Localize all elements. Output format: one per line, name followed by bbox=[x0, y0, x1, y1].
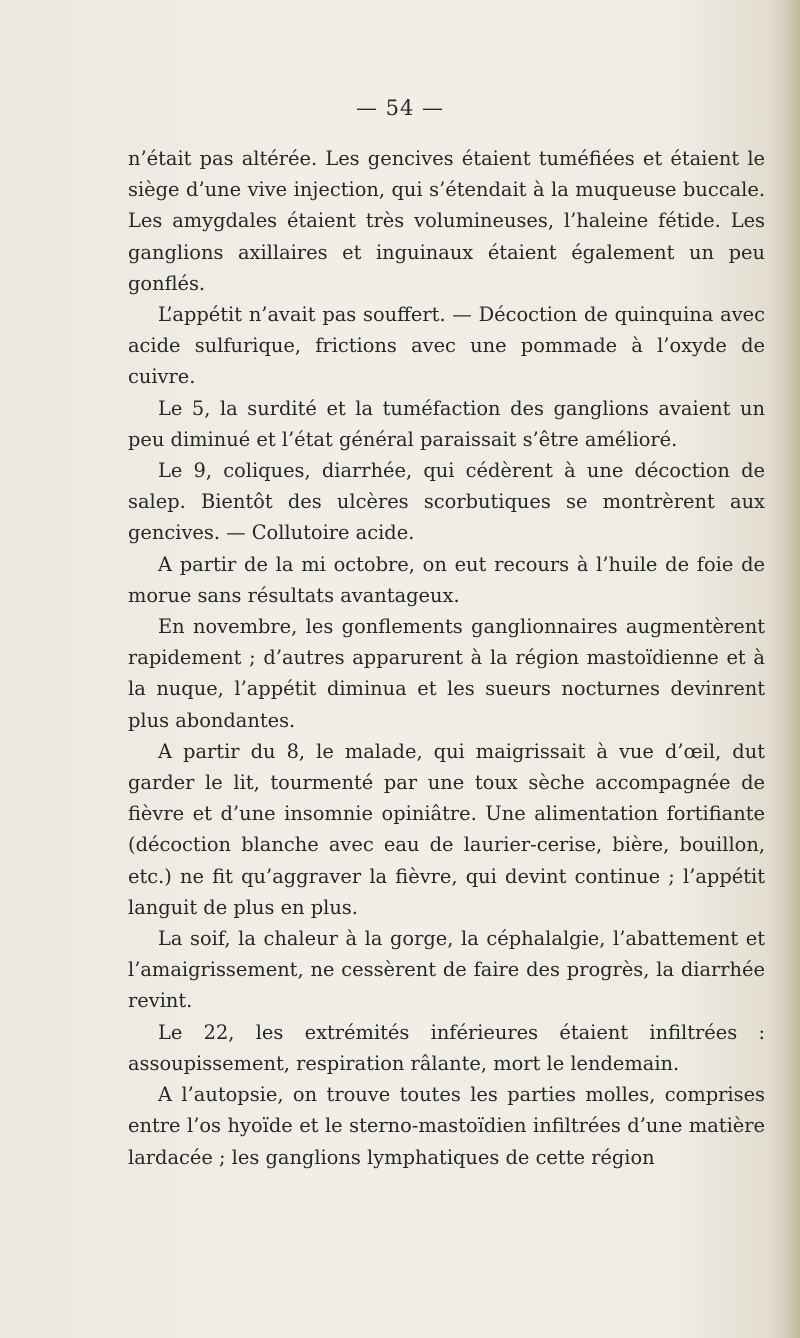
paragraph-6: En novembre, les gonflements ganglionnaires augmentèrent rapidement ; d’autres apparurent à la région mastoïdienne et à la nuque, l’appétit diminua et les sueurs nocturnes devinrent plus abondantes. bbox=[128, 615, 765, 732]
paragraph-9: Le 22, les extrémités inférieures étaient infiltrées : assoupissement, respiration râlante, mort le lendemain. bbox=[128, 1020, 765, 1075]
paragraph-2: L’appétit n’avait pas souffert. — Décoction de quinquina avec acide sulfurique, frictions avec une pommade à l’oxyde de cuivre. bbox=[128, 303, 765, 389]
body-text bbox=[128, 143, 765, 1173]
page-number: — 54 — bbox=[355, 96, 445, 120]
paragraph-8: La soif, la chaleur à la gorge, la céphalalgie, l’abattement et l’amaigrissement, ne cessèrent de faire des progrès, la diarrhée revint. bbox=[128, 927, 765, 1013]
paragraph-3: Le 5, la surdité et la tuméfaction des ganglions avaient un peu diminué et l’état général paraissait s’être amélioré. bbox=[128, 396, 765, 451]
paragraph-4: Le 9, coliques, diarrhée, qui cédèrent à une décoction de salep. Bientôt des ulcères scorbutiques se montrèrent aux gencives. — Collutoire acide. bbox=[128, 459, 765, 545]
paragraph-7: A partir du 8, le malade, qui maigrissait à vue d’œil, dut garder le lit, tourmenté par une toux sèche accompagnée de fièvre et d’une insomnie opiniâtre. Une alimentation fortifiante (décoction blanche avec eau de laurier-cerise, bière, bouillon, etc.) ne fit qu’aggraver la fièvre, qui devint continue ; l’appétit languit de plus en plus. bbox=[128, 739, 765, 919]
page-edge-shadow bbox=[786, 0, 800, 1338]
paragraph-1: n’était pas altérée. Les gencives étaient tuméfiées et étaient le siège d’une vive injection, qui s’étendait à la muqueuse buccale. Les amygdales étaient très volumineuses, l’haleine fétide. Les ganglions axillaires et inguinaux étaient également un peu gonflés. bbox=[128, 147, 765, 295]
paragraph-5: A partir de la mi octobre, on eut recours à l’huile de foie de morue sans résultats avantageux. bbox=[128, 552, 765, 607]
paragraph-10: A l’autopsie, on trouve toutes les parties molles, comprises entre l’os hyoïde et le sterno-mastoïdien infiltrées d’une matière lardacée ; les ganglions lymphatiques de cette région bbox=[128, 1083, 765, 1169]
